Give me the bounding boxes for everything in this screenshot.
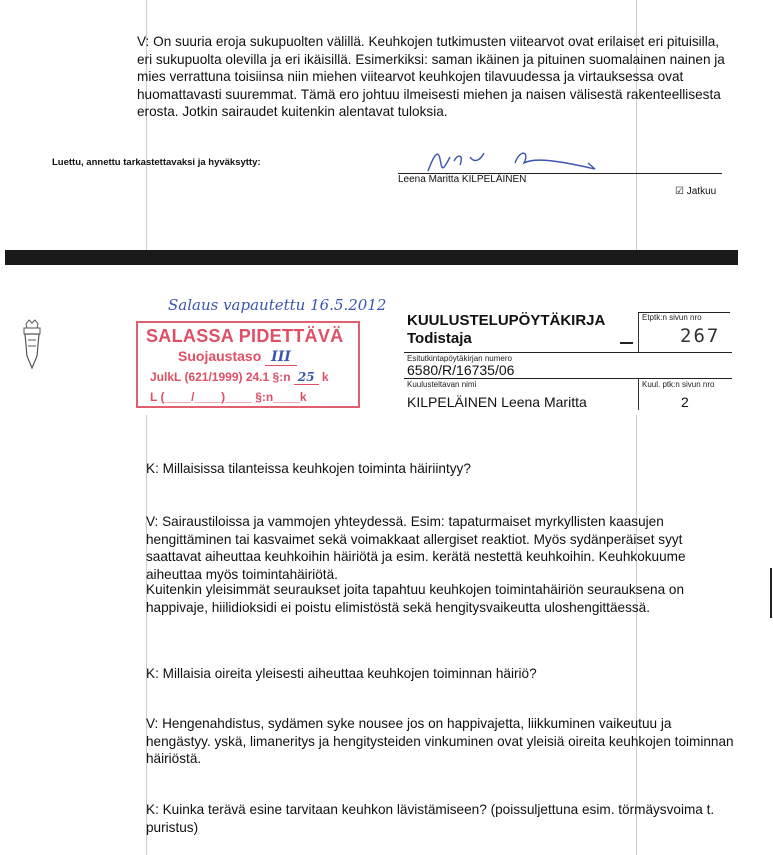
- answer-2: V: Hengenahdistus, sydämen syke nousee jos on happivajetta, liikkuminen vaikeutuu ja hengästyy. yskä, limaneritys ja hengitysteiden vinkuminen ovat yleisiä oireita keuhkojen toiminnan häiriöstä.: [146, 716, 734, 767]
- interviewee-label: Kuulusteltavan nimi: [407, 380, 477, 389]
- interviewee-value: KILPELÄINEN Leena Maritta: [407, 394, 587, 410]
- question-1: K: Millaisissa tilanteissa keuhkojen toiminta häiriintyy?: [146, 461, 471, 476]
- stamp-level: Suojaustaso III: [178, 348, 297, 365]
- record-number-label: Esitutkintapöytäkirjan numero: [407, 354, 512, 363]
- interview-page-value: 2: [681, 394, 689, 410]
- answer-1-paragraph-2: Kuitenkin yleisimmät seuraukset joita tapahtuu keuhkojen toimintahäiriön seurauksena on happivaje, hiilidioksidi ei poistu elimistöstä sekä hengitysvaikeutta uloshengittäessä.: [146, 582, 685, 615]
- document-subtitle: Todistaja: [407, 330, 472, 347]
- form-line: [404, 378, 732, 379]
- stamp-law-value: 25: [294, 370, 319, 385]
- scan-margin-line: [636, 415, 637, 855]
- page-separator: [5, 250, 738, 265]
- form-line: [638, 312, 730, 313]
- form-line: [404, 352, 732, 353]
- police-emblem-icon: [20, 318, 44, 372]
- dash-mark: [620, 342, 633, 344]
- signature: [420, 143, 610, 177]
- document-title: KUULUSTELUPÖYTÄKIRJA: [407, 312, 606, 329]
- record-number-value: 6580/R/16735/06: [407, 362, 515, 378]
- confidential-stamp: [136, 321, 360, 408]
- question-2: K: Millaisia oireita yleisesti aiheuttaa keuhkojen toiminnan häiriö?: [146, 666, 537, 681]
- answer-1-paragraph-1: V: Sairaustiloissa ja vammojen yhteydessä. Esim: tapaturmaiset myrkyllisten kaasujen hengittäminen tai kasvaimet sekä voimakkaat allergiset reaktiot. Myös sydänperäiset syyt saattavat aiheuttaa keuhkoihin häiriötä ja esim. kerätä nestettä keuhkoihin. Keuhkokuume aiheuttaa myös toimintahäiriötä.: [146, 514, 686, 582]
- continues-label: Jatkuu: [686, 186, 717, 197]
- scan-artifact-line: [770, 568, 772, 618]
- stamp-law-line: JulkL (621/1999) 24.1 §:n 25 k: [150, 370, 329, 384]
- form-divider: [638, 378, 639, 410]
- signer-name: Leena Maritta KILPELÄINEN: [398, 174, 527, 185]
- page-number-label: Etptk:n sivun nro: [642, 313, 702, 322]
- question-3: K: Kuinka terävä esine tarvitaan keuhkon lävistämiseen? (poissuljettuna esim. törmäysvoima t. puristus): [146, 802, 715, 835]
- form-divider: [638, 312, 639, 352]
- interview-page-label: Kuul. ptk:n sivun nro: [642, 380, 715, 389]
- read-approved-label: Luettu, annettu tarkastettavaksi ja hyväksytty:: [52, 157, 261, 168]
- page-number-value: 267: [680, 325, 721, 347]
- stamp-level-value: III: [265, 349, 297, 366]
- continues-row: [675, 186, 716, 197]
- handwritten-note: Salaus vapautettu 16.5.2012: [168, 296, 387, 314]
- checkbox-checked-icon: ☑: [675, 186, 684, 197]
- answer-paragraph: V: On suuria eroja sukupuolten välillä. Keuhkojen tutkimusten viitearvot ovat erilaiset eri pituisilla, eri sukupuolta olevilla ja eri ikäisillä. Esimerkiksi: saman ikäinen ja pituinen suomalainen nainen ja mies verrattuna toisiinsa niin miehen viitearvot keuhkojen tilavuudessa ja virtauksessa ovat huomattavasti suuremmat. Tämä ero johtuu ilmeisesti miehen ja naisen välisestä rakenteellisesta erosta. Jotkin sairaudet kuitenkin alentavat tuloksia.: [137, 34, 725, 120]
- stamp-law-line-2: L (____/____)____ §:n____k: [150, 390, 307, 404]
- stamp-title: SALASSA PIDETTÄVÄ: [146, 326, 344, 346]
- scan-margin-line: [146, 415, 147, 855]
